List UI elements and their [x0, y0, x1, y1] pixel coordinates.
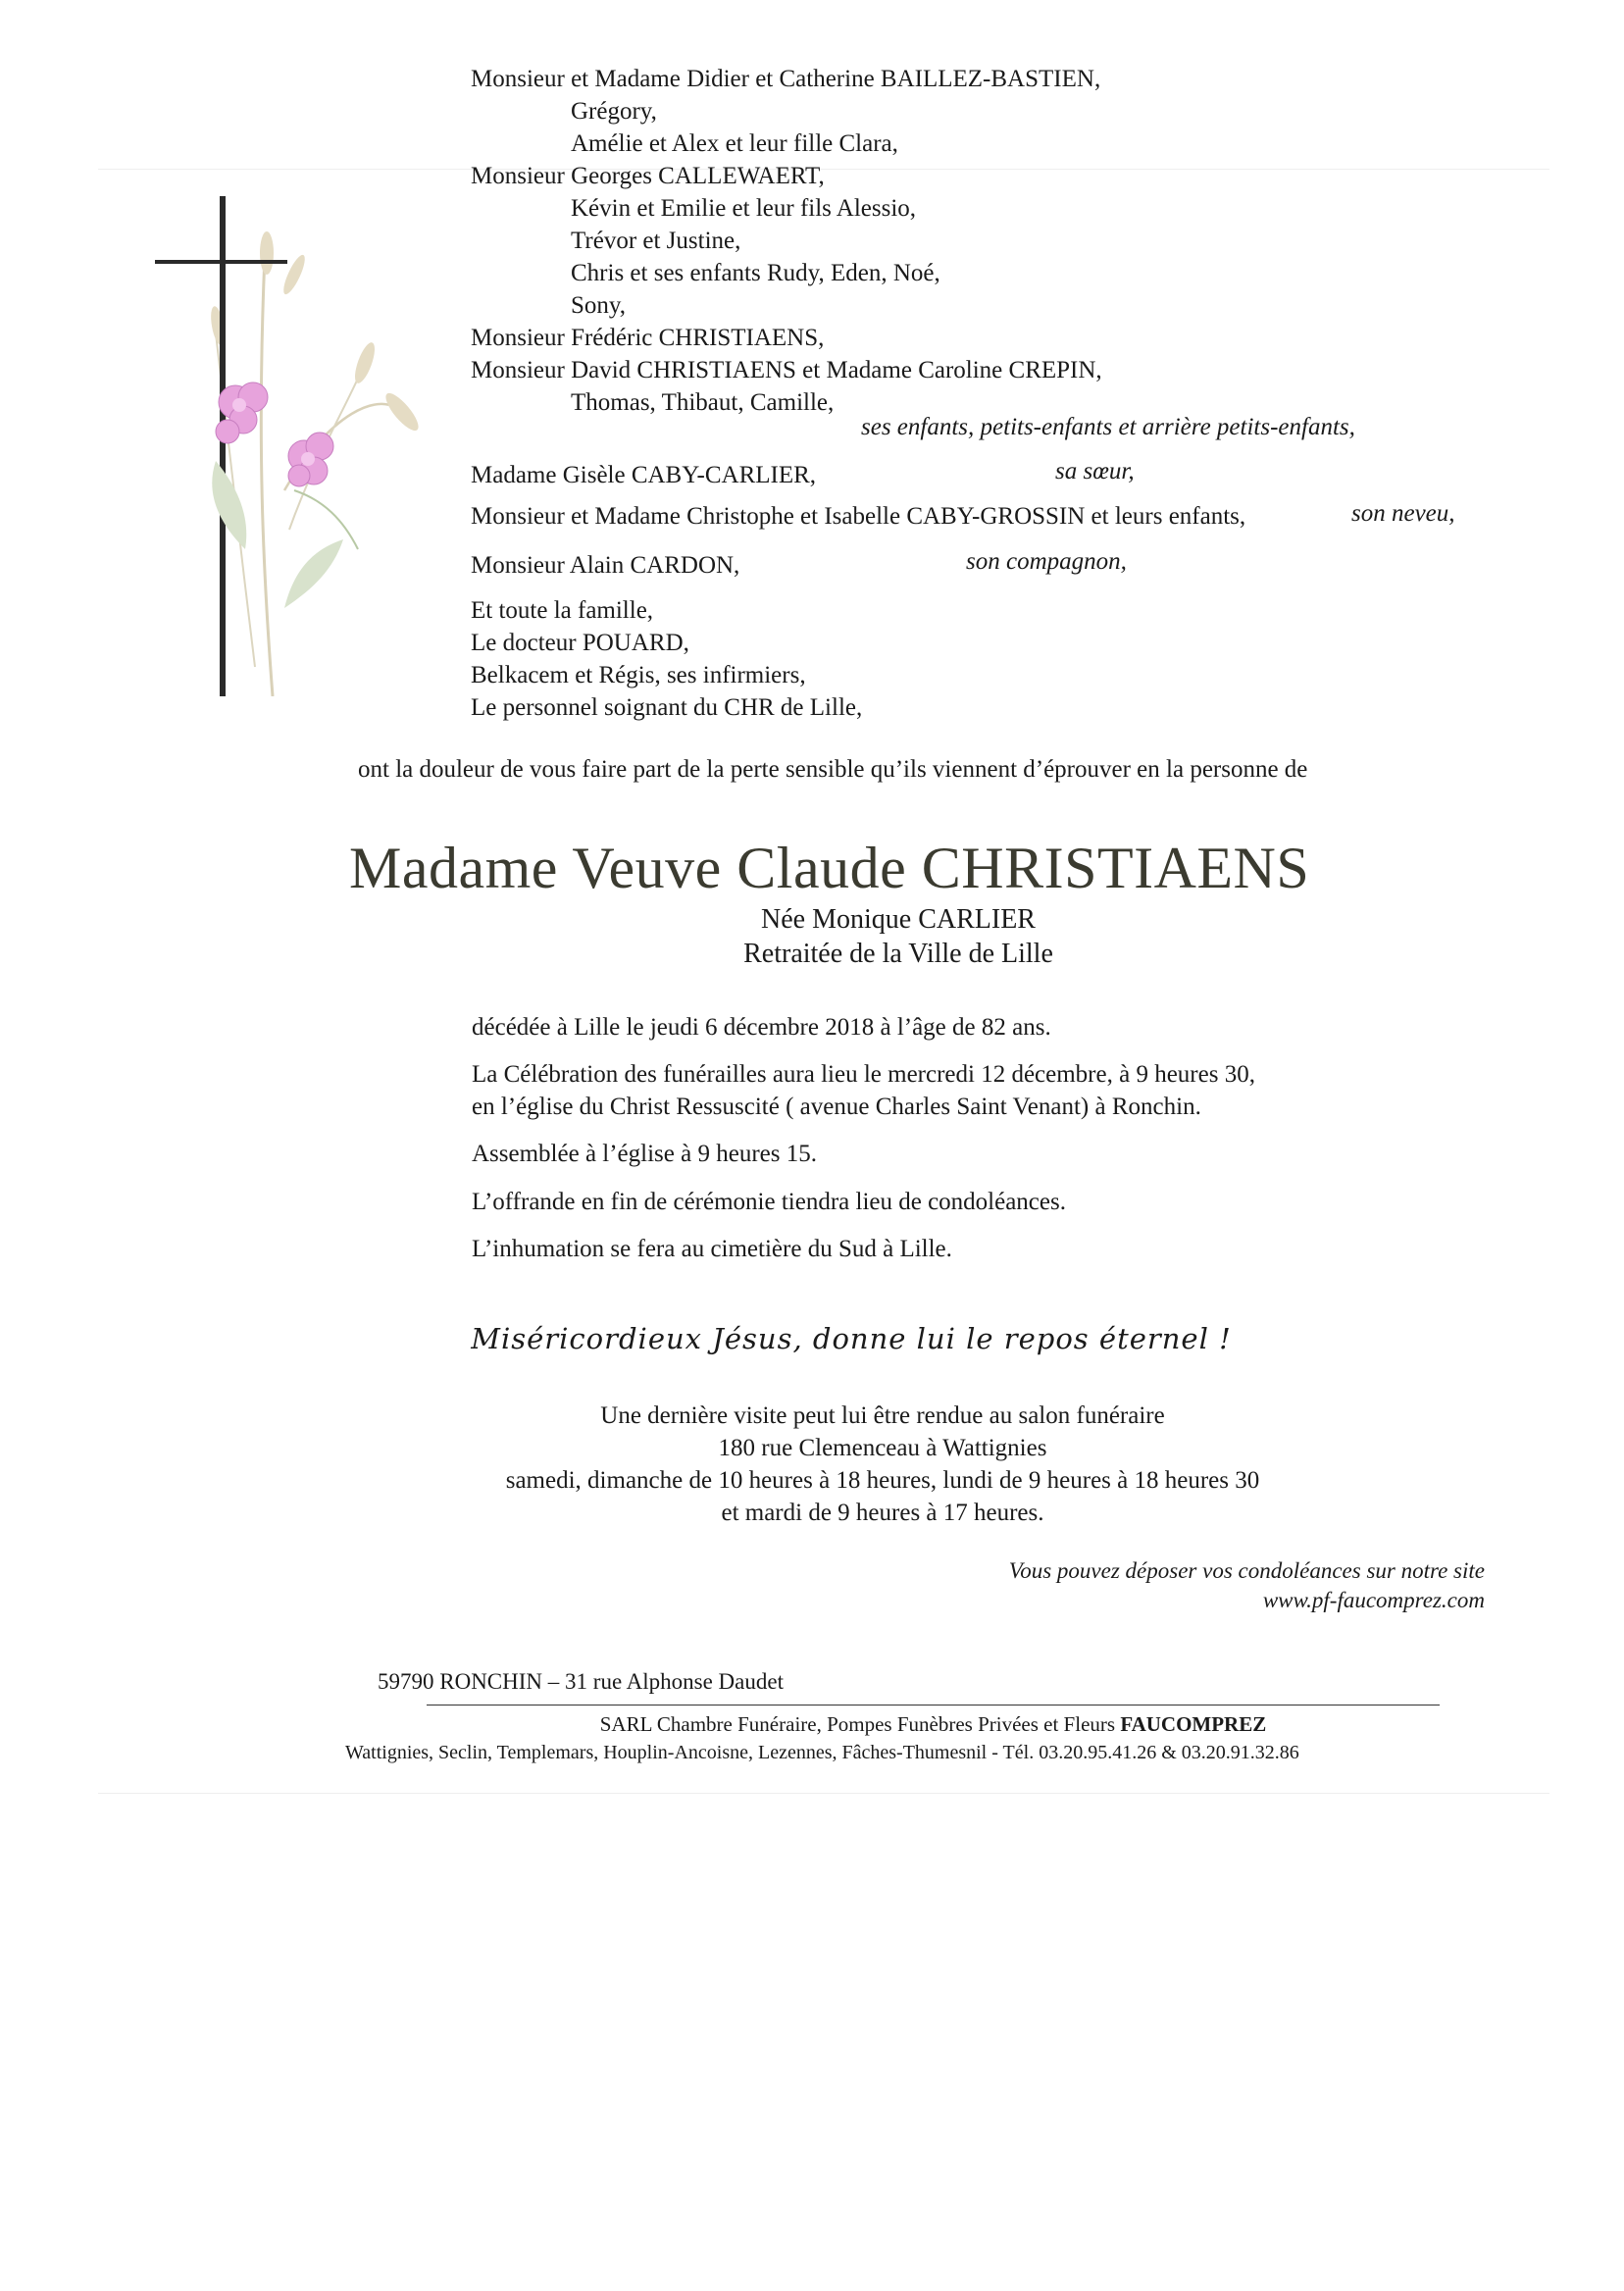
funeral-line-1: La Célébration des funérailles aura lieu le mercredi 12 décembre, à 9 heures 30,: [472, 1061, 1255, 1088]
company-prefix: SARL Chambre Funéraire, Pompes Funèbres Privées et Fleurs: [599, 1712, 1116, 1736]
footer-company: [427, 1710, 1440, 1738]
companion-line: Monsieur Alain CARDON,: [471, 552, 740, 579]
role-children: ses enfants, petits-enfants et arrière petits-enfants,: [861, 414, 1355, 440]
family-line-3: Amélie et Alex et leur fille Clara,: [571, 130, 898, 157]
family-line-4: Monsieur Georges CALLEWAERT,: [471, 163, 825, 189]
cross-flower-icon: [147, 196, 422, 696]
assembly-line: Assemblée à l’église à 9 heures 15.: [472, 1141, 817, 1167]
birth-name: Née Monique CARLIER: [761, 904, 1036, 935]
others-line-1: Et toute la famille,: [471, 597, 654, 624]
announcement-line: ont la douleur de vous faire part de la perte sensible qu’ils viennent d’éprouver en la personne de: [358, 756, 1308, 783]
family-line-2: Grégory,: [571, 98, 657, 125]
occupation: Retraitée de la Ville de Lille: [743, 939, 1053, 969]
prayer-motto: Miséricordieux Jésus, donne lui le repos éternel !: [471, 1322, 1232, 1355]
family-line-11: Thomas, Thibaut, Camille,: [571, 389, 835, 416]
visit-line-4: et mardi de 9 heures à 17 heures.: [721, 1500, 1044, 1526]
family-line-5: Kévin et Emilie et leur fils Alessio,: [571, 195, 917, 222]
family-line-10: Monsieur David CHRISTIAENS et Madame Caroline CREPIN,: [471, 357, 1102, 383]
funeral-line-2: en l’église du Christ Ressuscité ( avenue Charles Saint Venant) à Ronchin.: [472, 1094, 1201, 1120]
family-line-7: Chris et ses enfants Rudy, Eden, Noé,: [571, 260, 940, 286]
visit-line-1: Une dernière visite peut lui être rendue au salon funéraire: [600, 1402, 1165, 1429]
scan-edge-bottom: [98, 1793, 1549, 1794]
death-line: décédée à Lille le jeudi 6 décembre 2018 à l’âge de 82 ans.: [472, 1014, 1051, 1041]
family-line-1: Monsieur et Madame Didier et Catherine BAILLEZ-BASTIEN,: [471, 66, 1101, 92]
family-line-9: Monsieur Frédéric CHRISTIAENS,: [471, 325, 825, 351]
others-line-2: Le docteur POUARD,: [471, 630, 689, 656]
role-nephew: son neveu,: [1351, 500, 1455, 527]
visit-line-3: samedi, dimanche de 10 heures à 18 heures, lundi de 9 heures à 18 heures 30: [505, 1467, 1260, 1494]
burial-line: L’inhumation se fera au cimetière du Sud à Lille.: [472, 1236, 952, 1262]
others-line-3: Belkacem et Régis, ses infirmiers,: [471, 662, 806, 688]
offering-line: L’offrande en fin de cérémonie tiendra lieu de condoléances.: [472, 1189, 1066, 1215]
footer-divider: [427, 1705, 1440, 1706]
role-companion: son compagnon,: [966, 548, 1127, 575]
nephew-line: Monsieur et Madame Christophe et Isabelle CABY-GROSSIN et leurs enfants,: [471, 503, 1246, 530]
condolences-url[interactable]: www.pf-faucomprez.com: [1262, 1588, 1485, 1612]
role-sister: sa sœur,: [1055, 458, 1135, 484]
visit-line-2: 180 rue Clemenceau à Wattignies: [718, 1435, 1047, 1461]
others-line-4: Le personnel soignant du CHR de Lille,: [471, 694, 863, 721]
deceased-name: Madame Veuve Claude CHRISTIAENS: [349, 836, 1310, 900]
footer-address: 59790 RONCHIN – 31 rue Alphonse Daudet: [378, 1669, 784, 1694]
footer-locations: Wattignies, Seclin, Templemars, Houplin-Ancoisne, Lezennes, Fâches-Thumesnil - Tél. 03.20.95.41.26 & 03.20.91.32.86: [345, 1742, 1299, 1763]
family-line-6: Trévor et Justine,: [571, 228, 741, 254]
sister-line: Madame Gisèle CABY-CARLIER,: [471, 462, 817, 488]
condolences-text: Vous pouvez déposer vos condoléances sur notre site: [1008, 1558, 1485, 1583]
family-line-8: Sony,: [571, 292, 627, 319]
company-name: FAUCOMPREZ: [1120, 1712, 1267, 1736]
